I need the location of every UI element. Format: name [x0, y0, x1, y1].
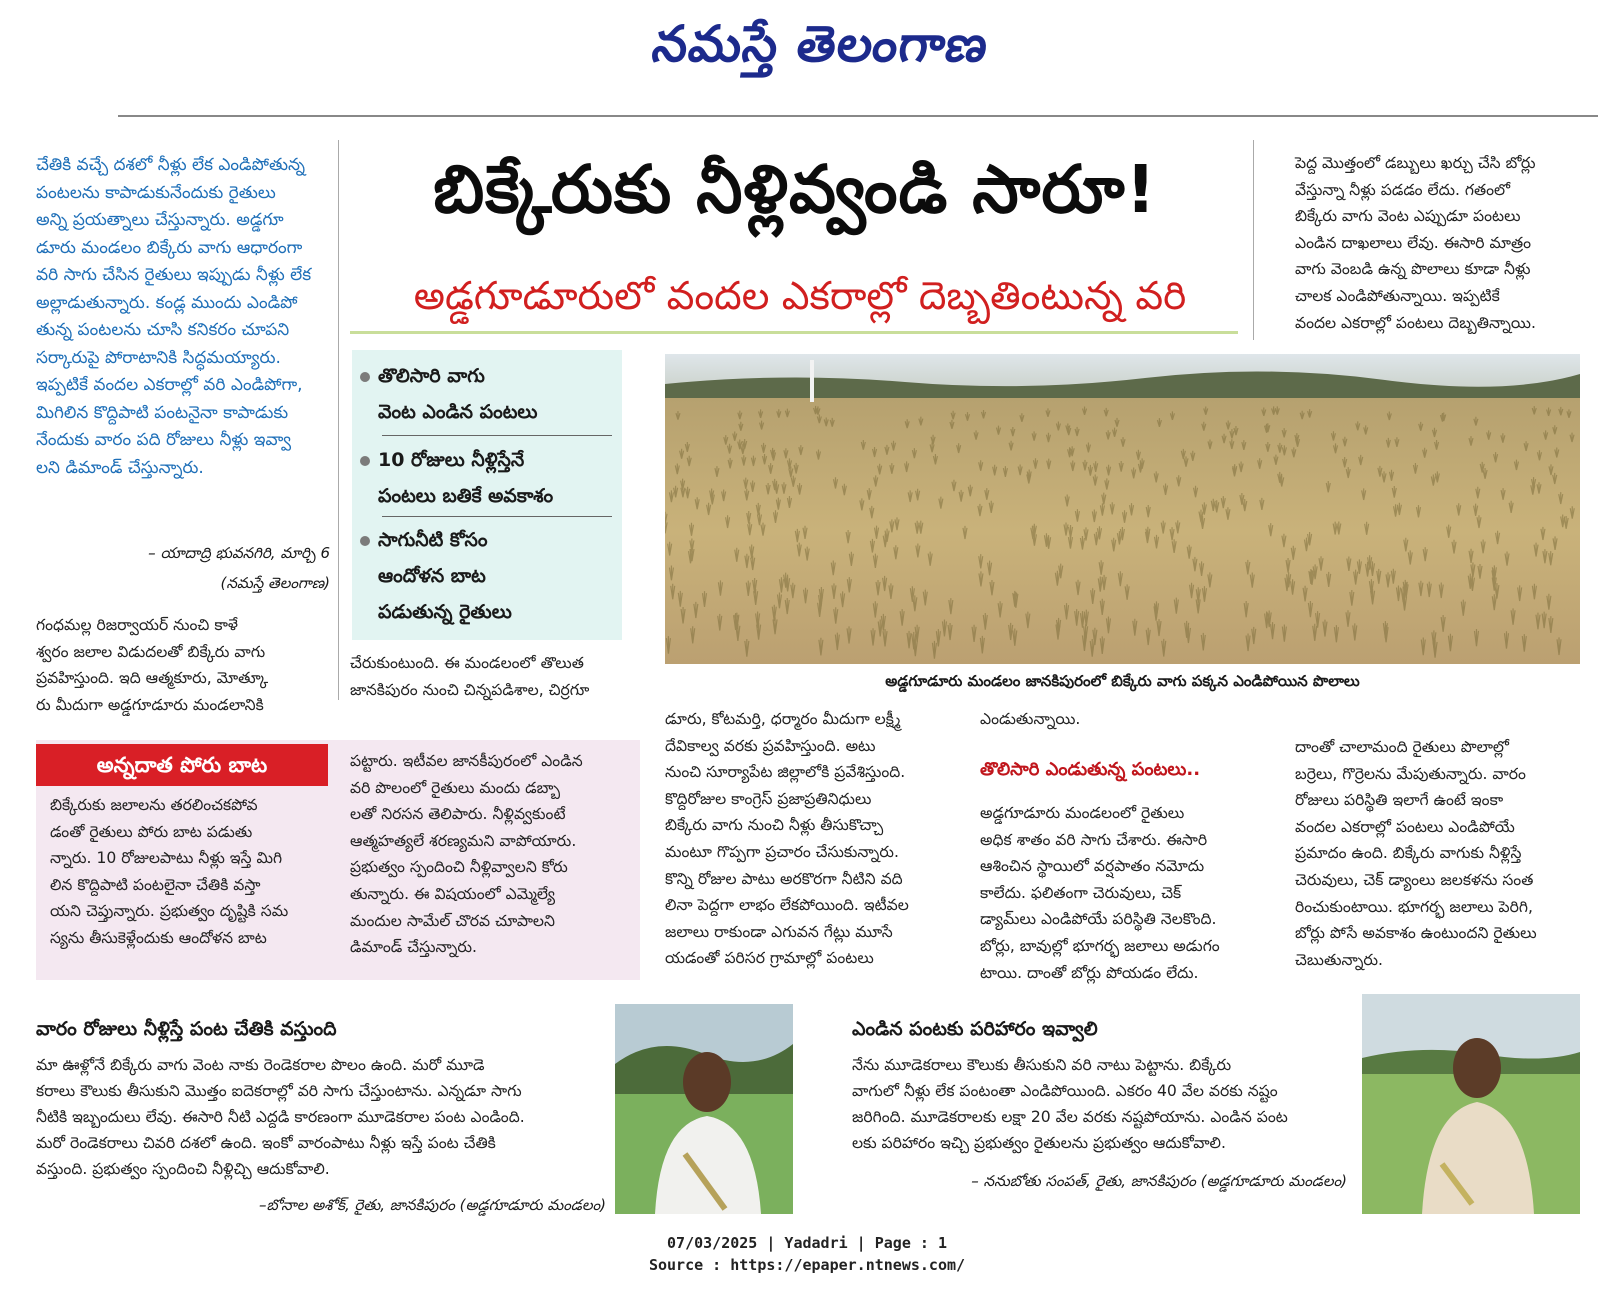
column-divider	[338, 140, 339, 700]
farmer1-photo	[615, 1004, 793, 1214]
highlight-item: సాగునీటి కోసం ఆందోళన బాట పడుతున్న రైతులు	[378, 522, 618, 630]
highlight-separator	[382, 435, 612, 436]
column2-text: చేరుకుంటుంది. ఈ మండలంలో తొలుత జానకిపురం నుంచి చిన్నపడిశాల, చిర్రగూ	[350, 654, 590, 699]
annadata-text: బిక్కేరుకు జలాలను తరలించకపోవ డంతో రైతులు పోరు బాట పడుతు న్నారు. 10 రోజులపాటు నీళ్లు ఇస్తే మిగి లిన కొద్దిపాటి పంటలైనా చేతికి వస్తా యని చెప్తున్నారు. ప్రభుత్వం దృష్టికి సమ స్యను తీసుకెళ్లేందుకు ఆందోళన బాట	[50, 796, 289, 947]
bullet-icon	[360, 372, 370, 382]
annadata-text-col2: పట్టారు. ఇటీవల జానకీపురంలో ఎండిన వరి పొలంలో రైతులు మందు డబ్బా లతో నిరసన తెలిపారు. నీళ్లివ్వకుంటే ఆత్మహత్యలే శరణ్యమని వాపోయారు. ప్రభుత్వం స్పందించి నీళ్లివ్వాలని కోరు తున్నారు. ఈ విషయంలో ఎమ్మెల్యే మందుల సామేల్ చొరవ చూపాలని డిమాండ్ చేస్తున్నారు.	[350, 752, 583, 957]
highlights-box	[352, 350, 622, 640]
farmer1-heading: వారం రోజులు నీళ్లిస్తే పంట చేతికి వస్తుంది	[36, 1018, 337, 1040]
highlight-item: తొలిసారి వాగు వెంట ఎండిన పంటలు	[378, 358, 618, 430]
column3-text: డూరు, కోటమర్తి, ధర్మారం మీదుగా లక్ష్మీ దేవికాల్వ వరకు ప్రవహిస్తుంది. అటు నుంచి సూర్యాపేట జిల్లాలోకి ప్రవేశిస్తుంది. కొద్దిరోజుల కాంగ్రెస్ ప్రజాప్రతినిధులు బిక్కేరు వాగు నుంచి నీళ్లు తీసుకొచ్చా మంటూ గొప్పగా ప్రచారం చేసుకున్నారు. కొన్ని రోజుల పాటు అరకొరగా నీటిని వది లినా పెద్దగా లాభం లేకపోయింది. ఇటీవల జలాలు రాకుండా ఎగువన గేట్లు మూసే యడంతో పరిసర గ్రామాల్లో పంటలు	[665, 710, 909, 968]
intro-text: చేతికి వచ్చే దశలో నీళ్లు లేక ఎండిపోతున్న పంటలను కాపాడుకునేందుకు రైతులు అన్ని ప్రయత్నాలు చేస్తున్నారు. అడ్డగూ డూరు మండలం బిక్కేరు వాగు ఆధారంగా వరి సాగు చేసిన రైతులు ఇప్పుడు నీళ్లు లేక అల్లాడుతున్నారు. కండ్ల ముందు ఎండిపో తున్న పంటలను చూసి కనికరం చూపని సర్కారుపై పోరాటానికి సిద్ధమయ్యారు. ఇప్పటికే వందల ఎకరాల్లో వరి ఎండిపోగా, మిగిలిన కొద్దిపాటి పంటనైనా కాపాడుకు నేందుకు వారం పది రోజులు నీళ్లు ఇవ్వా లని డిమాండ్ చేస్తున్నారు.	[36, 155, 312, 478]
bullet-icon	[360, 456, 370, 466]
headline: బిక్కేరుకు నీళ్లివ్వండి సారూ!	[433, 151, 1157, 228]
masthead-logo: నమస్తే తెలంగాణ	[648, 14, 993, 73]
dateline: – యాదాద్రి భువనగిరి, మార్చి 6 (నమస్తే తెలంగాణ)	[148, 544, 330, 592]
highlight-item: 10 రోజులు నీళ్లిస్తేనే పంటలు బతికే అవకాశం	[378, 442, 618, 514]
highlight-separator	[382, 516, 612, 517]
farmer2-attribution: – ననుబోతు సంపత్, రైతు, జానకిపురం (అడ్డగూడూరు మండలం)	[971, 1172, 1347, 1190]
farmer2-photo	[1362, 994, 1580, 1214]
column1-text: గంధమల్ల రిజర్వాయర్ నుంచి కాళే శ్వరం జలాల విడుదలతో బిక్కేరు వాగు ప్రవహిస్తుంది. ఇది ఆత్మకూరు, మోత్కూ రు మీదుగా అడ్డగూడూరు మండలానికి	[36, 616, 269, 714]
subheadline: అడ్డగూడూరులో వందల ఎకరాల్లో దెబ్బతింటున్న వరి	[413, 274, 1187, 319]
farmer1-attribution: –బోనాల అశోక్, రైతు, జానకిపురం (అడ్డగూడూరు మండలం)	[259, 1196, 606, 1214]
photo-caption: అడ్డగూడూరు మండలం జానకిపురంలో బిక్కేరు వాగు పక్కన ఎండిపోయిన పొలాలు	[885, 672, 1360, 690]
farmer1-quote: మా ఊళ్లోనే బిక్కేరు వాగు వెంట నాకు రెండెకరాల పొలం ఉంది. మరో మూడె కరాలు కౌలుకు తీసుకుని మొత్తం ఐదెకరాల్లో వరి సాగు చేస్తుంటాను. ఎన్నడూ సాగు నీటికి ఇబ్బందులు లేవు. ఈసారి నీటి ఎద్దడి కారణంగా మూడెకరాల పంట ఎండింది. మరో రెండెకరాలు చివరి దశలో ఉంది. ఇంకో వారంపాటు నీళ్లు ఇస్తే పంట చేతికి వస్తుంది. ప్రభుత్వం స్పందించి నీళ్లిచ్చి ఆదుకోవాలి.	[36, 1056, 525, 1178]
column5-text: దాంతో చాలామంది రైతులు పొలాల్లో బర్రెలు, గొర్రెలను మేపుతున్నారు. వారం రోజులు పరిస్థితి ఇలాగే ఉంటే ఇంకా వందల ఎకరాల్లో పంటలు ఎండిపోయే ప్రమాదం ఉంది. బిక్కేరు వాగుకు నీళ్లిస్తే చెరువులు, చెక్ డ్యాంలు జలకళను సంత రించుకుంటాయి. భూగర్భ జలాలు పెరిగి, బోర్లు పోసే అవకాశం ఉంటుందని రైతులు చెబుతున్నారు.	[1295, 738, 1537, 969]
footer-source: Source : https://epaper.ntnews.com/	[648, 1256, 966, 1274]
column4-subtitle: తొలిసారి ఎండుతున్న పంటలు..	[980, 759, 1201, 780]
column-divider	[1253, 140, 1254, 340]
masthead-rule	[118, 115, 1598, 117]
annadata-tag: అన్నదాత పోరు బాట	[36, 744, 328, 786]
farmer2-heading: ఎండిన పంటకు పరిహారం ఇవ్వాలి	[852, 1018, 1098, 1040]
footer	[0, 1232, 1614, 1276]
farmer2-quote: నేను మూడెకరాలు కౌలుకు తీసుకుని వరి నాటు పెట్టాను. బిక్కేరు వాగులో నీళ్లు లేక పంటంతా ఎండిపోయింది. ఎకరం 40 వేల వరకు నష్టం జరిగింది. మూడెకరాలకు లక్షా 20 వేల వరకు నష్టపోయాను. ఎండిన పంట లకు పరిహారం ఇచ్చి ప్రభుత్వం రైతులను ప్రభుత్వం ఆదుకోవాలి.	[852, 1056, 1288, 1152]
column4-text: అడ్డగూడూరు మండలంలో రైతులు అధిక శాతం వరి సాగు చేశారు. ఈసారి ఆశించిన స్థాయిలో వర్షపాతం నమోదు కాలేదు. ఫలితంగా చెరువులు, చెక్ డ్యామ్‌లు ఎండిపోయే పరిస్థితి నెలకొంది. బోర్లు, బావుల్లో భూగర్భ జలాలు అడుగం టాయి. దాంతో బోర్లు పోయడం లేదు.	[980, 804, 1220, 982]
footer-date-edition: 07/03/2025 | Yadadri | Page : 1	[667, 1234, 947, 1252]
bullet-icon	[360, 536, 370, 546]
field-photo	[665, 354, 1580, 664]
column4-lead: ఎండుతున్నాయి.	[980, 710, 1081, 728]
right-top-text: పెద్ద మొత్తంలో డబ్బులు ఖర్చు చేసి బోర్లు వేస్తున్నా నీళ్లు పడడం లేదు. గతంలో బిక్కేరు వాగు వెంట ఎప్పుడూ పంటలు ఎండిన దాఖలాలు లేవు. ఈసారి మాత్రం వాగు వెంబడి ఉన్న పొలాలు కూడా నీళ్లు చాలక ఎండిపోతున్నాయి. ఇప్పటికే వందల ఎకరాల్లో పంటలు దెబ్బతిన్నాయి.	[1295, 154, 1536, 332]
subhead-rule	[350, 331, 1238, 334]
